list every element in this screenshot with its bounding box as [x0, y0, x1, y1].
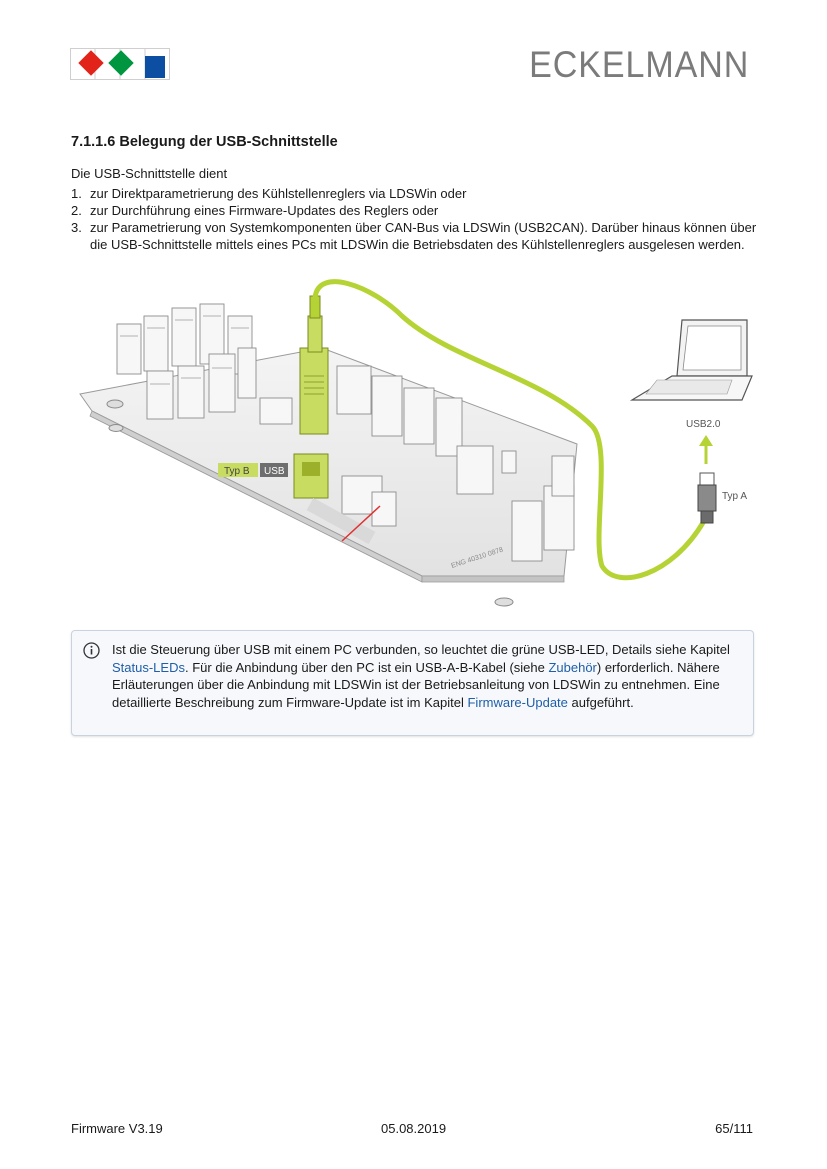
board-print: ENG 40310 0878	[450, 546, 505, 570]
label-usb: USB	[264, 466, 285, 477]
label-type-b: Typ B	[224, 466, 250, 477]
intro-text: Die USB-Schnittstelle dient	[71, 166, 228, 181]
section-heading: 7.1.1.6 Belegung der USB-Schnittstelle	[71, 134, 338, 150]
footer-date: 05.08.2019	[381, 1121, 447, 1136]
usb-type-a-plug	[698, 473, 716, 523]
link-firmware-update[interactable]: Firmware-Update	[467, 694, 568, 710]
link-status-leds[interactable]: Status-LEDs	[112, 659, 185, 675]
list-item: 1. zur Direktparametrierung des Kühlstellenreglers via LDSWin oder	[71, 186, 467, 201]
footer-version: Firmware V3.19	[71, 1121, 163, 1136]
logo-blue-square	[145, 56, 165, 78]
note-text: Ist die Steuerung über USB mit einem PC verbunden, so leuchtet die grüne USB-LED, Details siehe Kapitel Status-LEDs. Für die Anbindung über den PC ist ein USB-A-B-Kabel (siehe Zubehör) erforderlich. Nähere Erläuterungen über die Anbindung mit LDSWin ist der Betriebsanleitung von LDSWin zu entnehmen. Eine detaillierte Beschreibung zum Firmware-Update ist im Kapitel Firmware-Update aufgeführt.	[112, 642, 730, 710]
label-type-a: Typ A	[722, 491, 748, 502]
usage-list	[71, 185, 761, 253]
info-icon	[83, 642, 100, 659]
link-zubehoer[interactable]: Zubehör	[548, 659, 597, 675]
info-note	[71, 630, 754, 736]
list-item: 3. zur Parametrierung von Systemkomponenten über CAN-Bus via LDSWin (USB2CAN). Darüber hinaus können über die USB-Schnittstelle mittels eines PCs mit LDSWin die Betriebsdaten des Kühlstellenreglers ausgelesen werden.	[71, 220, 757, 252]
usb-cable-plug-b	[300, 348, 328, 434]
laptop-icon	[632, 320, 752, 400]
arrow-up-icon	[699, 435, 713, 464]
footer-page-number: 65/111	[715, 1121, 753, 1136]
list-item: 2. zur Durchführung eines Firmware-Updates des Reglers oder	[71, 203, 439, 218]
usb-connection-illustration	[72, 276, 762, 616]
label-usb20: USB2.0	[686, 419, 721, 430]
brand-wordmark: ECKELMANN	[528, 44, 749, 85]
eckelmann-logo	[70, 48, 170, 80]
